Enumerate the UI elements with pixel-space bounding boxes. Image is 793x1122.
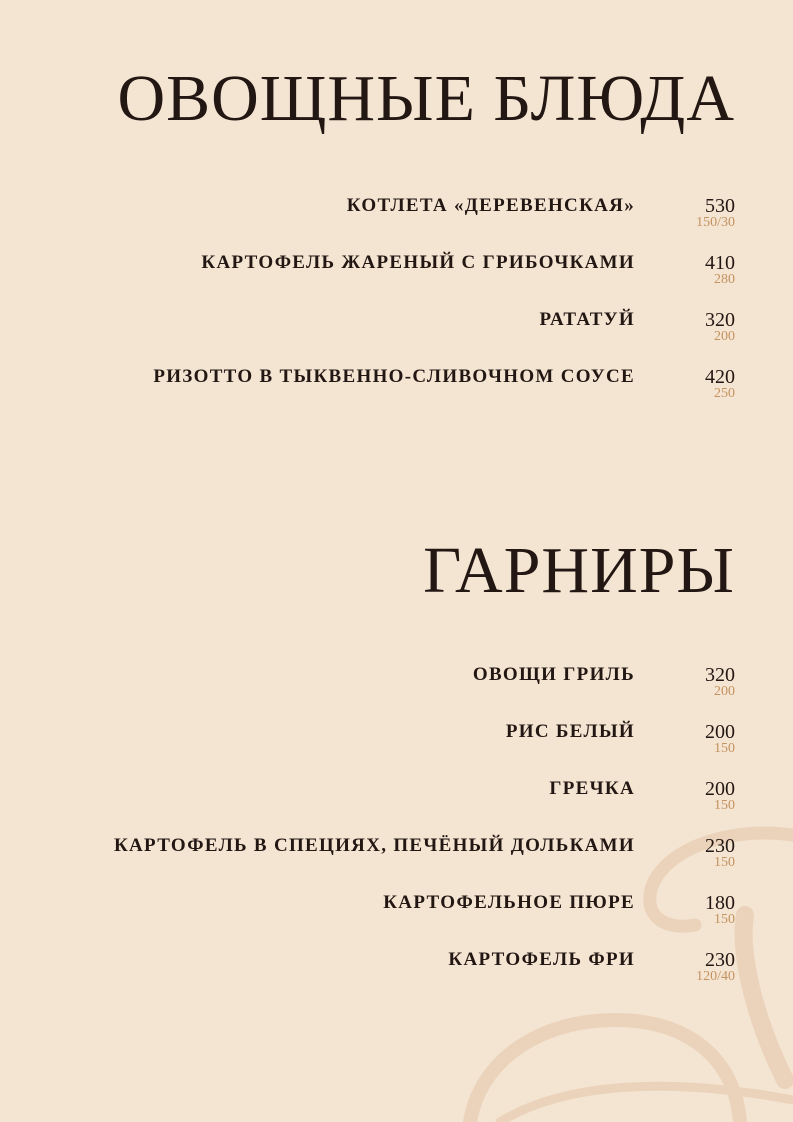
dish-price: 530 [705,195,735,217]
dish-weight: 150 [714,912,735,927]
section-title-side-dishes: ГАРНИРЫ [423,534,735,607]
menu-item [0,948,793,988]
menu-item [0,834,793,874]
dish-name: ГРЕЧКА [549,778,635,799]
menu-item [0,720,793,760]
menu-item [0,891,793,931]
dish-name: ОВОЩИ ГРИЛЬ [472,664,635,685]
dish-weight: 150 [714,798,735,813]
dish-price: 320 [705,664,735,686]
dish-name: КАРТОФЕЛЬНОЕ ПЮРЕ [383,892,635,913]
dish-weight: 150 [714,855,735,870]
menu-item [0,308,793,348]
section-title-vegetable-dishes: ОВОЩНЫЕ БЛЮДА [117,62,735,135]
dish-name: КАРТОФЕЛЬ ФРИ [448,949,635,970]
dish-name: РИЗОТТО В ТЫКВЕННО-СЛИВОЧНОМ СОУСЕ [153,366,635,387]
dish-weight: 250 [714,386,735,401]
dish-price: 320 [705,309,735,331]
menu-item [0,251,793,291]
dish-price: 200 [705,778,735,800]
menu-item [0,663,793,703]
dish-weight: 200 [714,329,735,344]
dish-name: КАРТОФЕЛЬ ЖАРЕНЫЙ С ГРИБОЧКАМИ [201,252,635,273]
dish-name: КАРТОФЕЛЬ В СПЕЦИЯХ, ПЕЧЁНЫЙ ДОЛЬКАМИ [113,835,635,856]
dish-weight: 150/30 [696,215,735,230]
dish-weight: 150 [714,741,735,756]
dish-weight: 280 [714,272,735,287]
dish-price: 410 [705,252,735,274]
dish-name: РАТАТУЙ [539,309,635,330]
dish-price: 230 [705,949,735,971]
menu-item [0,194,793,234]
dish-price: 180 [705,892,735,914]
menu-item [0,777,793,817]
dish-name: РИС БЕЛЫЙ [505,721,635,742]
dish-weight: 120/40 [696,969,735,984]
dish-price: 200 [705,721,735,743]
menu-item [0,365,793,405]
dish-price: 230 [705,835,735,857]
dish-price: 420 [705,366,735,388]
dish-name: КОТЛЕТА «ДЕРЕВЕНСКАЯ» [346,195,635,216]
dish-weight: 200 [714,684,735,699]
